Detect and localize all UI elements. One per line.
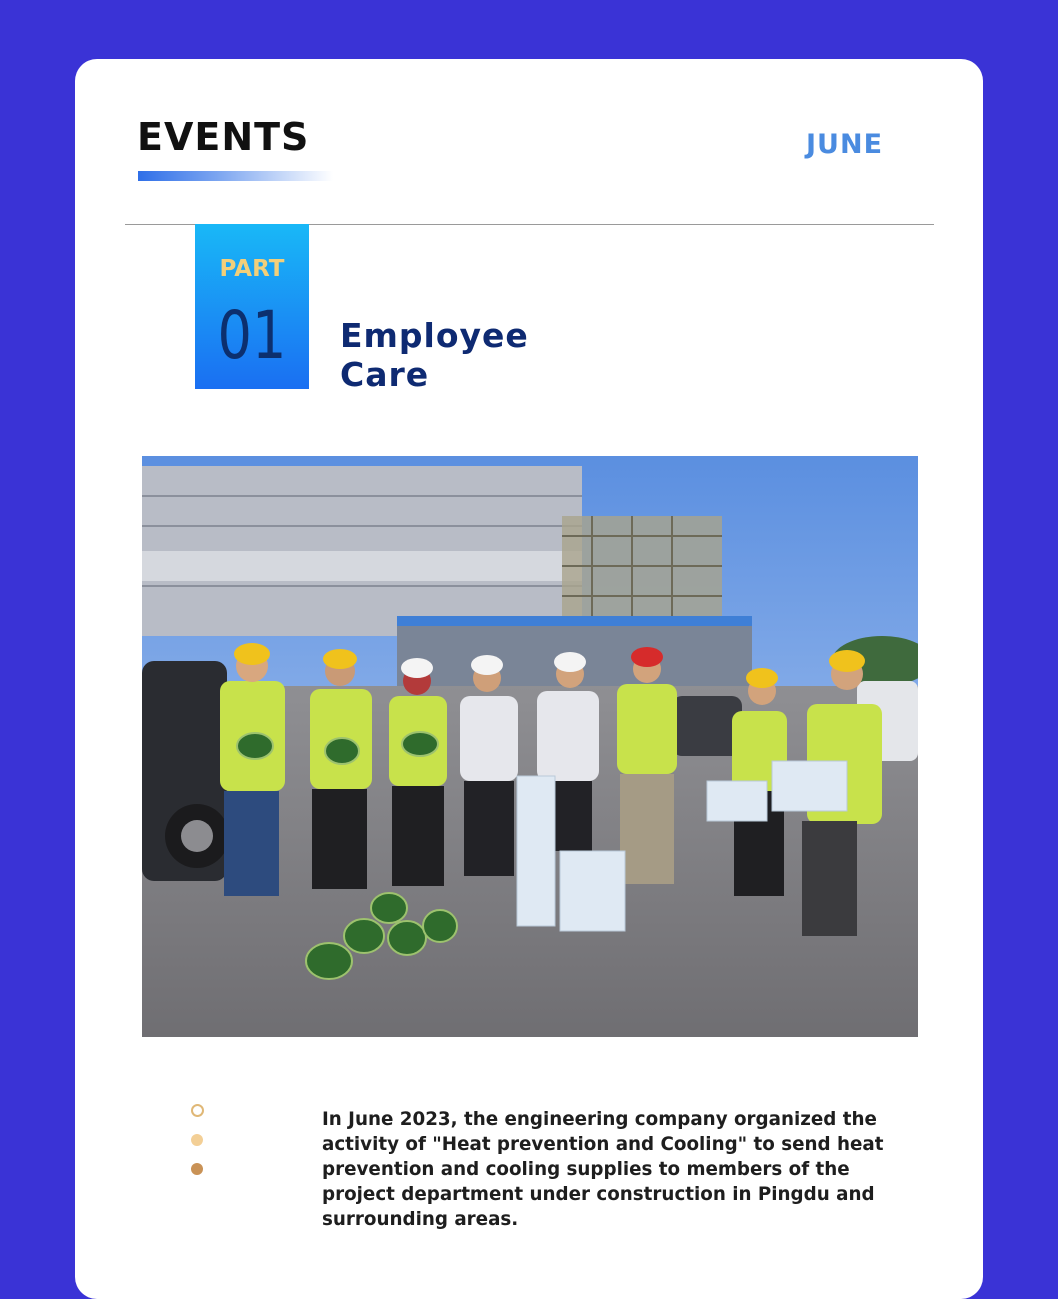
section-title-line-1: Employee <box>340 316 529 355</box>
month-label: JUNE <box>806 129 884 160</box>
events-card <box>75 59 983 1299</box>
decorative-bullets <box>190 1103 206 1183</box>
ring-dot-icon <box>191 1104 204 1117</box>
part-number: 01 <box>217 297 287 374</box>
events-heading: EVENTS <box>137 115 310 159</box>
article-text: In June 2023, the engineering company organized the activity of "Heat prevention and Cooling" to send heat prevention and cooling supplies to members of the project department under construction in Pingdu and surrounding areas. <box>322 1109 884 1230</box>
section-title-line-2: Care <box>340 355 430 394</box>
light-dot-icon <box>191 1134 203 1146</box>
heading-underline <box>138 171 333 181</box>
part-label: PART <box>219 256 285 282</box>
section-title <box>340 316 529 394</box>
dark-dot-icon <box>191 1163 203 1175</box>
event-photo <box>142 456 918 1037</box>
part-badge <box>195 224 309 389</box>
